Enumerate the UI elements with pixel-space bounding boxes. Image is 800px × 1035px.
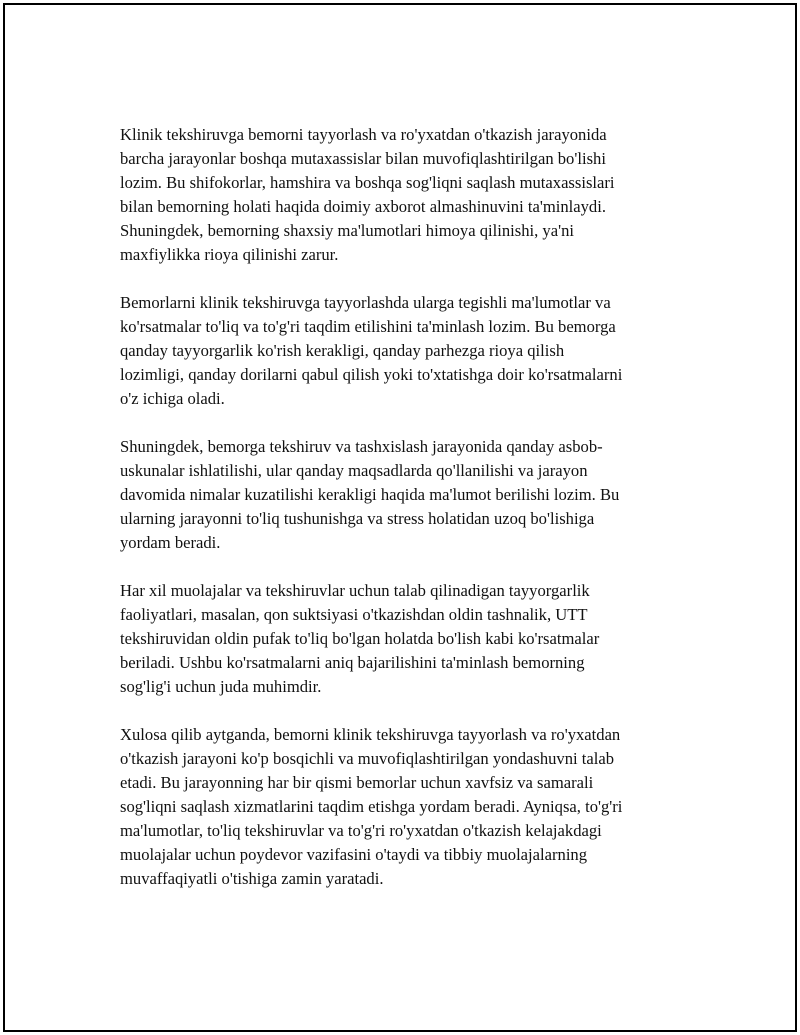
paragraph-line: Shuningdek, bemorga tekshiruv va tashxislash jarayonida qanday asbob- <box>120 437 603 456</box>
paragraph-line: o'z ichiga oladi. <box>120 389 225 408</box>
paragraph-line: lozimligi, qanday dorilarni qabul qilish yoki to'xtatishga doir ko'rsatmalarni <box>120 365 623 384</box>
paragraph-line: o'tkazish jarayoni ko'p bosqichli va muvofiqlashtirilgan yondashuvni talab <box>120 749 615 768</box>
document-body <box>120 123 695 915</box>
paragraph-line: muvaffaqiyatli o'tishiga zamin yaratadi. <box>120 869 384 888</box>
paragraph-5 <box>120 723 695 891</box>
paragraph-1 <box>120 123 695 267</box>
paragraph-line: sog'liqni saqlash xizmatlarini taqdim etishga yordam beradi. Ayniqsa, to'g'ri <box>120 797 623 816</box>
paragraph-line: ularning jarayonni to'liq tushunishga va stress holatidan uzoq bo'lishiga <box>120 509 595 528</box>
paragraph-line: lozim. Bu shifokorlar, hamshira va boshqa sog'liqni saqlash mutaxassislari <box>120 173 615 192</box>
paragraph-line: ma'lumotlar, to'liq tekshiruvlar va to'g'ri ro'yxatdan o'tkazish kelajakdagi <box>120 821 602 840</box>
paragraph-line: Shuningdek, bemorning shaxsiy ma'lumotlari himoya qilinishi, ya'ni <box>120 221 574 240</box>
paragraph-line: muolajalar uchun poydevor vazifasini o'taydi va tibbiy muolajalarning <box>120 845 588 864</box>
paragraph-line: uskunalar ishlatilishi, ular qanday maqsadlarda qo'llanilishi va jarayon <box>120 461 588 480</box>
paragraph-line: ko'rsatmalar to'liq va to'g'ri taqdim etilishini ta'minlash lozim. Bu bemorga <box>120 317 616 336</box>
paragraph-line: davomida nimalar kuzatilishi kerakligi haqida ma'lumot berilishi lozim. Bu <box>120 485 620 504</box>
paragraph-line: Har xil muolajalar va tekshiruvlar uchun talab qilinadigan tayyorgarlik <box>120 581 590 600</box>
paragraph-line: Bemorlarni klinik tekshiruvga tayyorlashda ularga tegishli ma'lumotlar va <box>120 293 611 312</box>
paragraph-line: qanday tayyorgarlik ko'rish kerakligi, qanday parhezga rioya qilish <box>120 341 565 360</box>
paragraph-line: maxfiylikka rioya qilinishi zarur. <box>120 245 339 264</box>
paragraph-line: faoliyatlari, masalan, qon suktsiyasi o'tkazishdan oldin tashnalik, UTT <box>120 605 588 624</box>
paragraph-2 <box>120 291 695 411</box>
paragraph-line: Klinik tekshiruvga bemorni tayyorlash va ro'yxatdan o'tkazish jarayonida <box>120 125 607 144</box>
paragraph-line: beriladi. Ushbu ko'rsatmalarni aniq bajarilishini ta'minlash bemorning <box>120 653 585 672</box>
paragraph-line: barcha jarayonlar boshqa mutaxassislar bilan muvofiqlashtirilgan bo'lishi <box>120 149 606 168</box>
paragraph-3 <box>120 435 695 555</box>
paragraph-line: tekshiruvidan oldin pufak to'liq bo'lgan holatda bo'lish kabi ko'rsatmalar <box>120 629 600 648</box>
page-frame <box>3 3 797 1032</box>
paragraph-line: sog'lig'i uchun juda muhimdir. <box>120 677 322 696</box>
paragraph-line: Xulosa qilib aytganda, bemorni klinik tekshiruvga tayyorlash va ro'yxatdan <box>120 725 621 744</box>
paragraph-line: etadi. Bu jarayonning har bir qismi bemorlar uchun xavfsiz va samarali <box>120 773 594 792</box>
paragraph-line: yordam beradi. <box>120 533 221 552</box>
paragraph-4 <box>120 579 695 699</box>
paragraph-line: bilan bemorning holati haqida doimiy axborot almashinuvini ta'minlaydi. <box>120 197 606 216</box>
